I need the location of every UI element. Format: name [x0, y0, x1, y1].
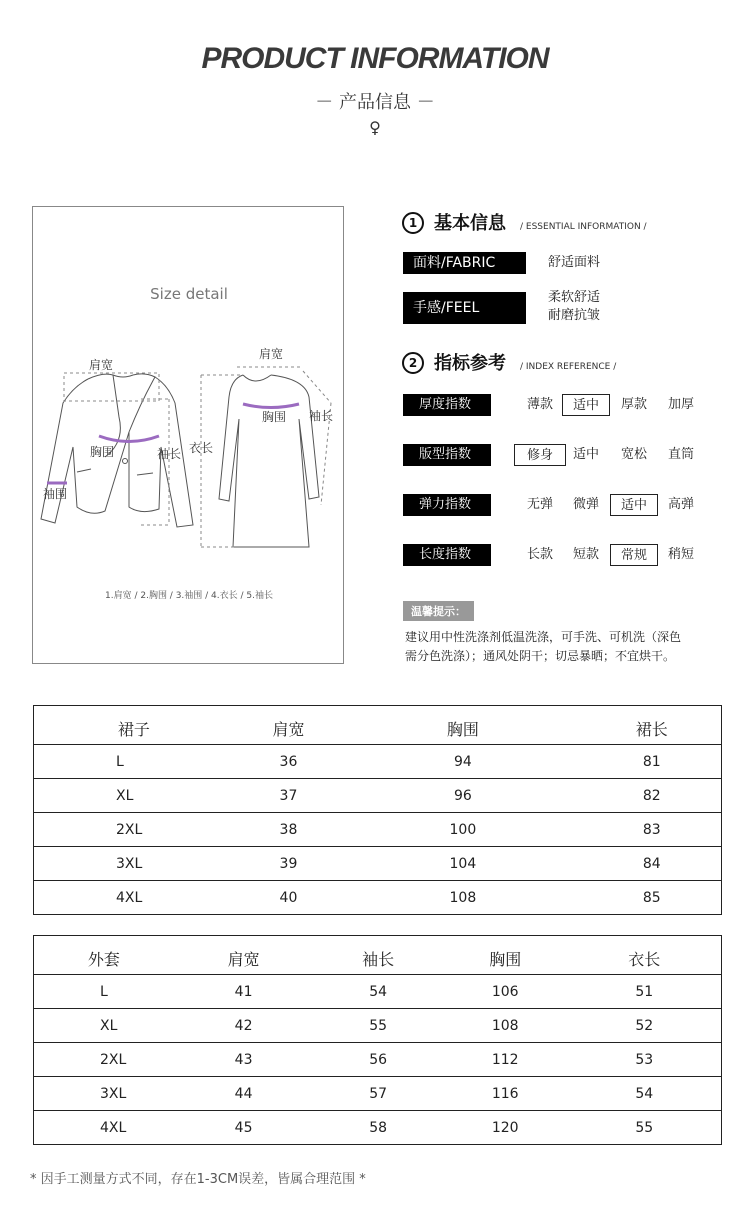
page-title: PRODUCT INFORMATION: [201, 42, 549, 75]
measurement-cell: 43: [174, 1043, 314, 1077]
jacket-guides: [64, 373, 169, 525]
measurement-cell: 84: [582, 847, 721, 881]
size-cell: 2XL: [34, 1043, 174, 1077]
index-label: 版型指数: [403, 444, 491, 466]
measurement-cell: 112: [443, 1043, 568, 1077]
jacket-length-label: 衣长: [189, 441, 214, 455]
dress-illustration: [219, 375, 319, 547]
index-label: 长度指数: [403, 544, 491, 566]
column-header: 胸围: [446, 719, 479, 739]
measurement-cell: 40: [234, 881, 344, 915]
measurement-cell: 51: [568, 975, 722, 1009]
size-cell: 4XL: [34, 881, 234, 915]
size-cell: 2XL: [34, 813, 234, 847]
measurement-cell: 83: [582, 813, 721, 847]
tips-text: [405, 628, 725, 666]
measurement-cell: 108: [343, 881, 582, 915]
index-label: 厚度指数: [403, 394, 491, 416]
feel-value-1: 柔软舒适: [548, 290, 601, 305]
section-number-badge: 2: [402, 352, 424, 374]
measurement-cell: 53: [568, 1043, 722, 1077]
index-option-selected: 适中: [610, 494, 658, 516]
column-header: 裙子: [117, 719, 150, 739]
measurement-cell: 108: [443, 1009, 568, 1043]
index-option-selected: 修身: [514, 444, 566, 466]
measurement-footnote: * 因手工测量方式不同，存在1-3CM误差，皆属合理范围 *: [30, 1172, 366, 1187]
measurement-cell: 55: [313, 1009, 443, 1043]
page-subtitle: － 产品信息 －: [315, 92, 435, 113]
size-cell: 4XL: [34, 1111, 174, 1145]
skirt-size-table: [33, 705, 722, 915]
measurement-cell: 116: [443, 1077, 568, 1111]
index-option: 加厚: [667, 397, 694, 412]
column-header: 胸围: [489, 949, 522, 969]
measurement-cell: 54: [313, 975, 443, 1009]
table-header-row: [34, 706, 722, 745]
table-row: [34, 779, 722, 813]
column-header: 衣长: [628, 949, 661, 969]
table-row: [34, 745, 722, 779]
table-row: [34, 975, 722, 1009]
index-option: 适中: [572, 447, 599, 462]
size-cell: 3XL: [34, 847, 234, 881]
table-row: [34, 881, 722, 915]
index-option-selected: 常规: [610, 544, 658, 566]
measurement-cell: 39: [234, 847, 344, 881]
measurement-cell: 100: [343, 813, 582, 847]
jacket-chest-label: 胸围: [90, 445, 115, 459]
size-detail-title: Size detail: [150, 285, 228, 303]
column-header: 肩宽: [227, 949, 260, 969]
table-row: [34, 1111, 722, 1145]
size-cell: L: [34, 975, 174, 1009]
feel-value-2: 耐磨抗皱: [548, 308, 601, 323]
jacket-shoulder-label: 肩宽: [89, 358, 114, 372]
column-header: 袖长: [362, 949, 395, 969]
index-reference-heading: [402, 349, 616, 375]
tips-line: 建议用中性洗涤剂低温洗涤，可手洗、可机洗（深色: [405, 630, 682, 644]
index-option: 短款: [572, 547, 599, 562]
table-row: [34, 1009, 722, 1043]
jacket-cuff-label: 袖围: [43, 487, 68, 501]
size-detail-panel: [32, 206, 344, 664]
table-row: [34, 1043, 722, 1077]
measurement-cell: 36: [234, 745, 344, 779]
fabric-value: 舒适面料: [548, 255, 601, 270]
section-number-badge: 1: [402, 212, 424, 234]
female-icon: ♀: [369, 118, 381, 137]
column-header: 裙长: [635, 719, 668, 739]
measurement-cell: 58: [313, 1111, 443, 1145]
jacket-size-table: [33, 935, 722, 1145]
measurement-cell: 52: [568, 1009, 722, 1043]
index-option: 直筒: [667, 447, 694, 462]
table-header-row: [34, 936, 722, 975]
measurement-cell: 106: [443, 975, 568, 1009]
dress-shoulder-label: 肩宽: [259, 347, 284, 361]
jacket-sleeve-label: 袖长: [157, 447, 182, 461]
size-cell: 3XL: [34, 1077, 174, 1111]
measurement-cell: 82: [582, 779, 721, 813]
index-reference-subtitle: / INDEX REFERENCE /: [520, 362, 617, 372]
measurement-cell: 38: [234, 813, 344, 847]
index-option-selected: 适中: [562, 394, 610, 416]
measurement-cell: 81: [582, 745, 721, 779]
index-option: 薄款: [526, 397, 553, 412]
size-cell: XL: [34, 779, 234, 813]
measurement-cell: 55: [568, 1111, 722, 1145]
index-option: 稍短: [667, 547, 694, 562]
dress-chest-line: [243, 404, 299, 408]
measurement-cell: 120: [443, 1111, 568, 1145]
feel-label: 手感/FEEL: [403, 292, 526, 324]
measurement-cell: 104: [343, 847, 582, 881]
measurement-cell: 56: [313, 1043, 443, 1077]
measurement-cell: 96: [343, 779, 582, 813]
index-label: 弹力指数: [403, 494, 491, 516]
measurement-cell: 42: [174, 1009, 314, 1043]
tips-line: 需分色洗涤）；通风处阴干；切忌暴晒；不宜烘干。: [405, 649, 676, 663]
basic-info-heading: [402, 209, 647, 235]
index-option: 高弹: [667, 497, 694, 512]
basic-info-subtitle: / ESSENTIAL INFORMATION /: [520, 222, 647, 232]
table-row: [34, 1077, 722, 1111]
size-cell: L: [34, 745, 234, 779]
index-option: 微弹: [572, 497, 599, 512]
index-option: 厚款: [620, 397, 647, 412]
measurement-cell: 44: [174, 1077, 314, 1111]
measurement-cell: 57: [313, 1077, 443, 1111]
index-reference-title: 指标参考: [434, 353, 506, 374]
size-cell: XL: [34, 1009, 174, 1043]
column-header: 外套: [87, 949, 120, 969]
dress-chest-label: 胸围: [262, 410, 287, 424]
fabric-label: 面料/FABRIC: [403, 252, 526, 274]
measurement-cell: 37: [234, 779, 344, 813]
tips-label: 温馨提示：: [403, 601, 474, 621]
measurement-caption: 1.肩宽 / 2.胸围 / 3.袖围 / 4.衣长 / 5.袖长: [105, 591, 273, 601]
dress-sleeve-label: 袖长: [309, 409, 334, 423]
measurement-cell: 54: [568, 1077, 722, 1111]
basic-info-title: 基本信息: [434, 213, 506, 234]
index-option: 长款: [526, 547, 553, 562]
index-option: 无弹: [526, 497, 553, 512]
index-option: 宽松: [620, 447, 647, 462]
measurement-cell: 85: [582, 881, 721, 915]
dress-guides: [201, 367, 334, 547]
measurement-cell: 41: [174, 975, 314, 1009]
table-row: [34, 813, 722, 847]
column-header: 肩宽: [272, 719, 305, 739]
table-row: [34, 847, 722, 881]
measurement-cell: 45: [174, 1111, 314, 1145]
measurement-cell: 94: [343, 745, 582, 779]
